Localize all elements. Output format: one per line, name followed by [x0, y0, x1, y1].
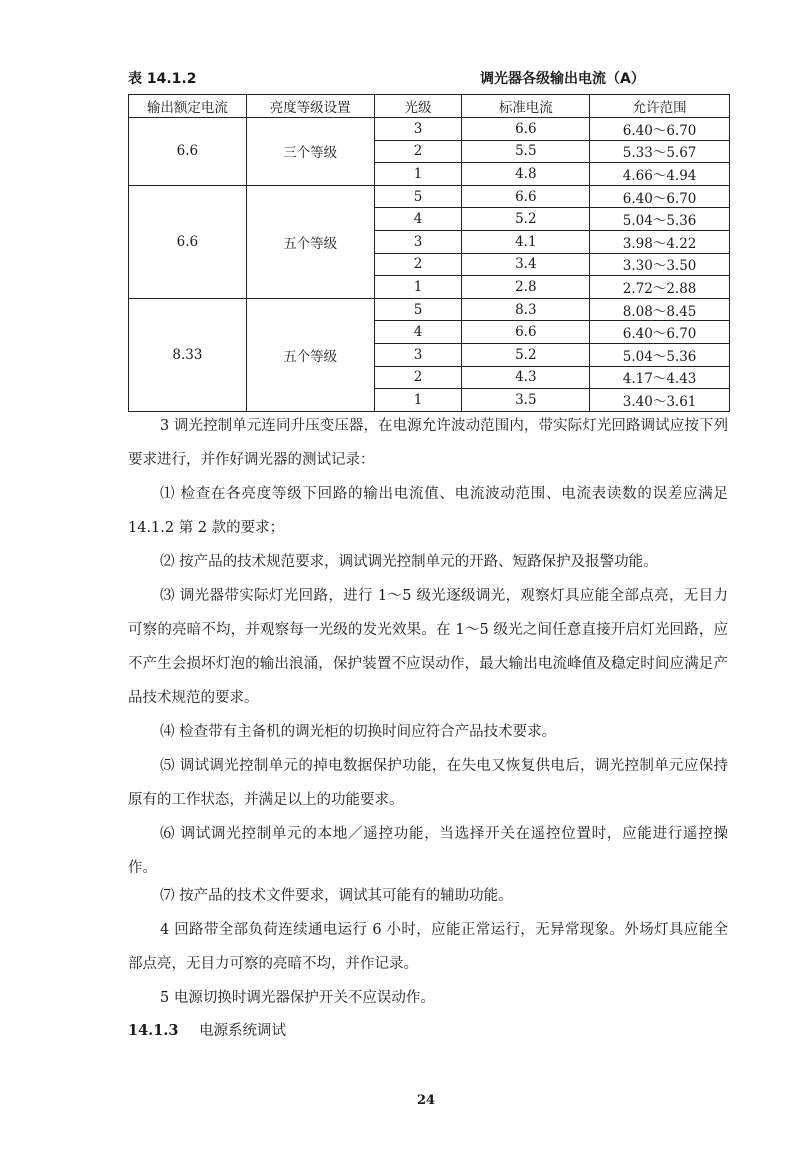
- sub-item-2: ⑵ 按产品的技术规范要求，调试调光控制单元的开路、短路保护及报警功能。: [160, 554, 658, 570]
- standard-current-cell: 5.2: [462, 208, 590, 231]
- section-heading: [128, 1014, 286, 1048]
- table-header-row: [129, 95, 730, 118]
- standard-current-cell: 8.3: [462, 298, 590, 321]
- allowed-range-cell: 4.17～4.43: [590, 366, 730, 389]
- dimmer-current-table: [128, 94, 730, 412]
- header-standard-current: 标准电流: [462, 95, 590, 118]
- standard-current-cell: 4.1: [462, 230, 590, 253]
- allowed-range-cell: 6.40～6.70: [590, 185, 730, 208]
- rated-current-cell: 6.6: [129, 185, 247, 298]
- grade-cell: 2: [374, 366, 462, 389]
- allowed-range-cell: 3.30～3.50: [590, 253, 730, 276]
- grade-cell: 3: [374, 343, 462, 366]
- sub-item-3: ⑶ 调光器带实际灯光回路，进行 1～5 级光逐级调光，观察灯具应能全部点亮，无目力可察的亮暗不均，并观察每一光级的发光效果。在 1～5 级光之间任意直接开启灯光回路，应不产生会损坏灯泡的输出浪涌，保护装置不应误动作，最大输出电流峰值及稳定时间应满足产品技术规范的要求。: [128, 588, 728, 706]
- allowed-range-cell: 5.04～5.36: [590, 343, 730, 366]
- header-light-level: 光级: [374, 95, 462, 118]
- table-caption: [128, 66, 728, 88]
- table-number: 表 14.1.2: [128, 71, 197, 87]
- table-row: [129, 118, 730, 141]
- allowed-range-cell: 2.72～2.88: [590, 276, 730, 299]
- paragraph-item-3: 3 调光控制单元连同升压变压器，在电源允许波动范围内，带实际灯光回路调试应按下列要求进行，并作好调光器的测试记录：: [128, 418, 728, 468]
- standard-current-cell: 6.6: [462, 118, 590, 141]
- section-number: 14.1.3: [128, 1022, 179, 1039]
- sub-item-5: ⑸ 调试调光控制单元的掉电数据保护功能，在失电又恢复供电后，调光控制单元应保持原有的工作状态，并满足以上的功能要求。: [128, 758, 728, 808]
- allowed-range-cell: 6.40～6.70: [590, 321, 730, 344]
- standard-current-cell: 3.4: [462, 253, 590, 276]
- allowed-range-cell: 6.40～6.70: [590, 118, 730, 141]
- sub-item-6: ⑹ 调试调光控制单元的本地／遥控功能，当选择开关在遥控位置时，应能进行遥控操作。: [128, 826, 728, 876]
- standard-current-cell: 4.3: [462, 366, 590, 389]
- grade-cell: 4: [374, 208, 462, 231]
- table-row: [129, 298, 730, 321]
- rated-current-cell: 6.6: [129, 118, 247, 186]
- page-number: 24: [416, 1093, 436, 1108]
- allowed-range-cell: 8.08～8.45: [590, 298, 730, 321]
- grade-cell: 5: [374, 185, 462, 208]
- sub-item-1: ⑴ 检查在各亮度等级下回路的输出电流值、电流波动范围、电流表读数的误差应满足14.1.2 第 2 款的要求；: [128, 486, 728, 536]
- paragraph-item-4: 4 回路带全部负荷连续通电运行 6 小时，应能正常运行，无异常现象。外场灯具应能全部点亮，无目力可察的亮暗不均，并作记录。: [128, 922, 728, 972]
- grade-cell: 2: [374, 253, 462, 276]
- standard-current-cell: 3.5: [462, 389, 590, 412]
- standard-current-cell: 6.6: [462, 185, 590, 208]
- allowed-range-cell: 5.33～5.67: [590, 140, 730, 163]
- header-allowed-range: 允许范围: [590, 95, 730, 118]
- grade-cell: 5: [374, 298, 462, 321]
- allowed-range-cell: 5.04～5.36: [590, 208, 730, 231]
- level-setting-cell: 五个等级: [246, 185, 374, 298]
- table-row: [129, 185, 730, 208]
- rated-current-cell: 8.33: [129, 298, 247, 411]
- level-setting-cell: 三个等级: [246, 118, 374, 186]
- grade-cell: 3: [374, 118, 462, 141]
- standard-current-cell: 5.5: [462, 140, 590, 163]
- sub-item-4: ⑷ 检查带有主备机的调光柜的切换时间应符合产品技术要求。: [160, 724, 557, 740]
- allowed-range-cell: 4.66～4.94: [590, 163, 730, 186]
- grade-cell: 1: [374, 389, 462, 412]
- section-title: 电源系统调试: [199, 1023, 287, 1039]
- paragraph-item-5: 5 电源切换时调光器保护开关不应误动作。: [160, 990, 435, 1006]
- allowed-range-cell: 3.98～4.22: [590, 230, 730, 253]
- header-rated-current: 输出额定电流: [129, 95, 247, 118]
- grade-cell: 1: [374, 163, 462, 186]
- standard-current-cell: 4.8: [462, 163, 590, 186]
- standard-current-cell: 2.8: [462, 276, 590, 299]
- allowed-range-cell: 3.40～3.61: [590, 389, 730, 412]
- standard-current-cell: 5.2: [462, 343, 590, 366]
- table-title: 调光器各级输出电流（A）: [480, 71, 645, 87]
- grade-cell: 4: [374, 321, 462, 344]
- grade-cell: 1: [374, 276, 462, 299]
- header-brightness-setting: 亮度等级设置: [246, 95, 374, 118]
- sub-item-7: ⑺ 按产品的技术文件要求，调试其可能有的辅助功能。: [160, 888, 513, 904]
- grade-cell: 3: [374, 230, 462, 253]
- standard-current-cell: 6.6: [462, 321, 590, 344]
- grade-cell: 2: [374, 140, 462, 163]
- level-setting-cell: 五个等级: [246, 298, 374, 411]
